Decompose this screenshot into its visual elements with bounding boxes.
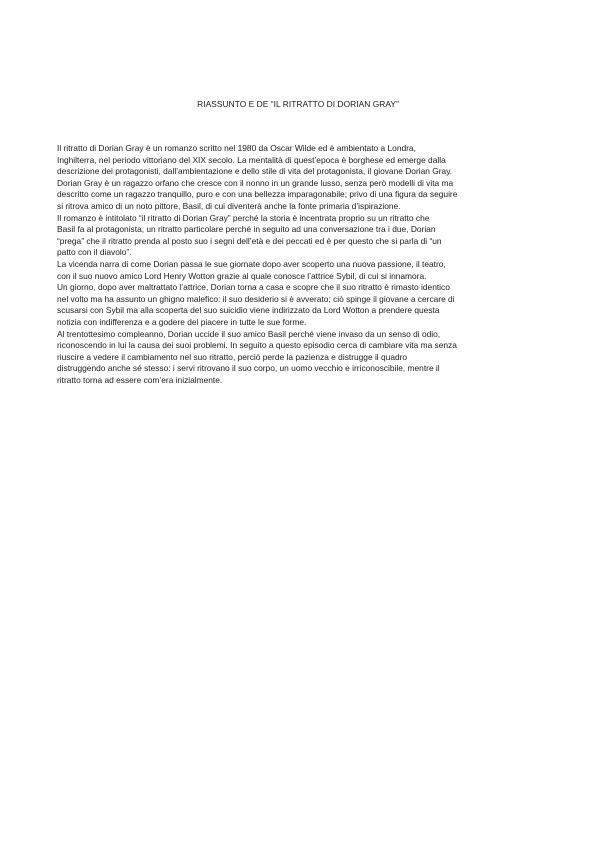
body-line: descrizione dei protagonisti, dall’ambientazione e dello stile di vita del protagonista, il giovane Dorian Gray. [57,166,453,177]
body-line: descritto come un ragazzo tranquillo, puro e con una bellezza imparagonabile; privo di una figura da seguire [57,189,458,200]
body-line: scusarsi con Sybil ma alla scoperta del suo suicidio viene indirizzato da Lord Wotton a prendere questa [57,305,440,316]
body-line: Un giorno, dopo aver maltrattato l’attrice, Dorian torna a casa e scopre che il suo ritratto è rimasto identico [57,282,450,293]
body-line: con il suo nuovo amico Lord Henry Wotton grazie al quale conosce l’attrice Sybil, di cui si innamora. [57,270,427,281]
body-line: Basil fa al protagonista, un ritratto particolare perché in seguito ad una conversazione tra i due, Dorian [57,224,436,235]
body-line: Inghilterra, nel periodo vittoriano del XIX secolo. La mentalità di quest’epoca è borghese ed emerge dalla [57,154,446,165]
body-line: Dorian Gray è un ragazzo orfano che cresce con il nonno in un grande lusso, senza però modelli di vita ma [57,177,454,188]
body-line: nel volto ma ha assunto un ghigno malefico: il suo desiderio si è avverato; ciò spinge il giovane a cercare di [57,293,455,304]
document-body [57,143,541,386]
body-line: La vicenda narra di come Dorian passa le sue giornate dopo aver scoperto una nuova passione, il teatro, [57,258,446,269]
body-line: riuscire a vedere il cambiamento nel suo ritratto, perciò perde la pazienza e distrugge il quadro [57,351,408,362]
body-line: ritratto torna ad essere com’era inizialmente. [57,374,223,385]
body-line: Il romanzo è intitolato “il ritratto di Dorian Gray” perché la storia è incentrata proprio su un ritratto che [57,212,430,223]
body-line: “prega” che il ritratto prenda al posto suo i segni dell’età e dei peccati ed è per questo che si parla di “un [57,235,442,246]
body-line: notizia con indifferenza e a godere del piacere in tutte le sue forme. [57,316,307,327]
body-line: si ritrova amico di un noto pittore, Basil, di cui diventerà anche la fonte primaria d’ispirazione. [57,200,401,211]
body-line: riconoscendo in lui la causa dei suoi problemi. In seguito a questo episodio cerca di cambiare vita ma senza [57,340,457,351]
document-title: RIASSUNTO E DE “IL RITRATTO DI DORIAN GRAY” [197,99,399,109]
body-line: patto con il diavolo”. [57,247,132,258]
body-line: distruggendo anche sé stesso: i servi ritrovano il suo corpo, un uomo vecchio e irriconoscibile, mentre il [57,363,440,374]
body-line: Al trentottesimo compleanno, Dorian uccide il suo amico Basil perché viene invaso da un senso di odio, [57,328,441,339]
body-line: Il ritratto di Dorian Gray è un romanzo scritto nel 1980 da Oscar Wilde ed è ambientato a Londra, [57,143,416,153]
